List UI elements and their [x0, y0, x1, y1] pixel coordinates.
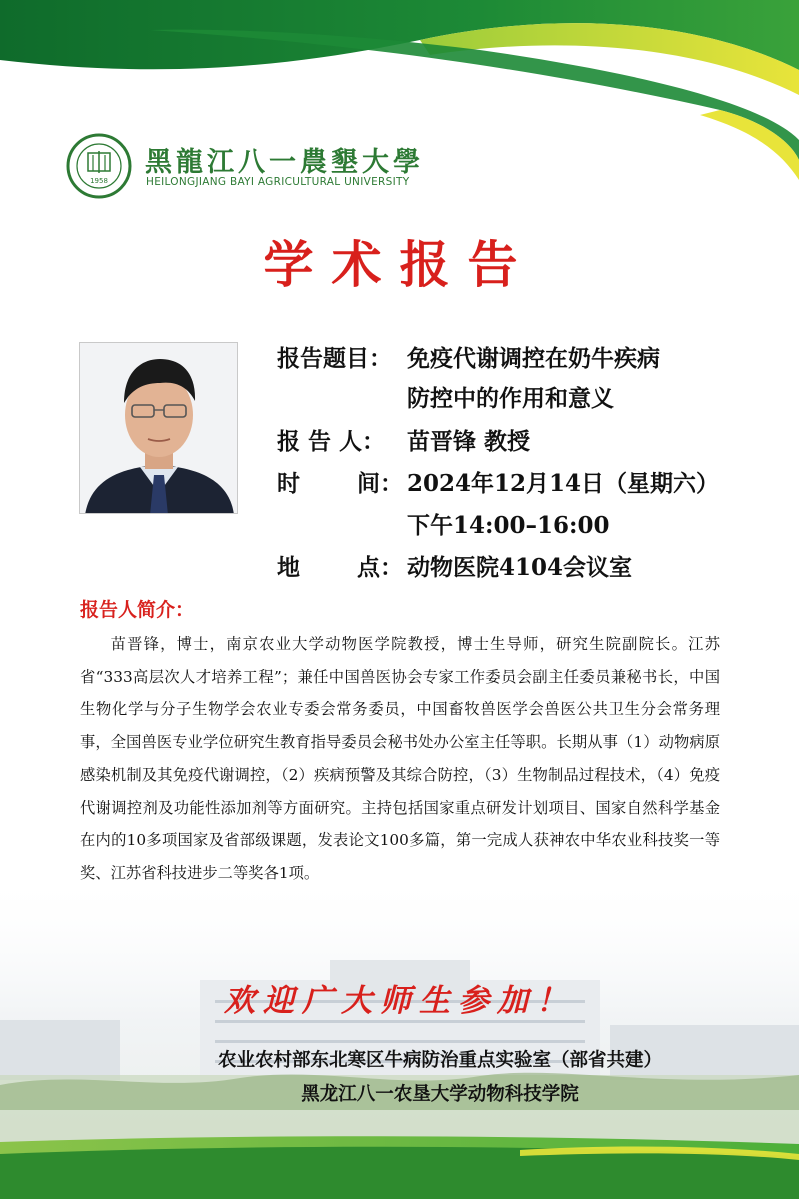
university-name-en: HEILONGJIANG BAYI AGRICULTURAL UNIVERSITY: [146, 176, 410, 188]
topic-row: [277, 340, 660, 373]
welcome-message: 欢迎广大师生参加！: [224, 983, 575, 1019]
time-line2: 下午14:00–16:00: [407, 512, 610, 539]
topic-line2: 防控中的作用和意义: [407, 385, 614, 412]
university-name-cn: 黑龍江八一農墾大學: [145, 147, 424, 178]
poster-title: 学术报告: [263, 236, 536, 294]
footer-swoosh: [0, 1130, 799, 1199]
speaker-bio: 苗晋锋，博士，南京农业大学动物医学院教授，博士生导师，研究生院副院长。江苏省“333高层次人才培养工程”；兼任中国兽医协会专家工作委员会副主任委员兼秘书长，中国生物化学与分子生物学会农业专委会常务委员，中国畜牧兽医学会兽医公共卫生分会常务理事，全国兽医专业学位研究生教育指导委员会秘书处办公室主任等职。长期从事（1）动物病原感染机制及其免疫代谢调控，（2）疾病预警及其综合防控，（3）生物制品过程技术，（4）免疫代谢调控剂及功能性添加剂等方面研究。主持包括国家重点研发计划项目、国家自然科学基金在内的10多项国家及省部级课题，发表论文100多篇，第一完成人获神农中华农业科技奖一等: [80, 635, 720, 850]
time-label-b: 间：: [357, 470, 403, 497]
place-value: 动物医院4104会议室: [407, 554, 633, 581]
place-label-a: 地: [277, 554, 300, 581]
topic-row-2: [407, 380, 614, 413]
place-row: [277, 549, 632, 582]
time-line1: 2024年12月14日（星期六）: [407, 470, 720, 497]
organizer-college: 黑龙江八一农垦大学动物科技学院: [301, 1084, 579, 1105]
topic-line1: 免疫代谢调控在奶牛疾病: [407, 345, 660, 372]
time-label-a: 时: [277, 470, 300, 497]
topic-label: 报告题目：: [277, 345, 392, 372]
time-row: [277, 465, 719, 498]
portrait-illustration: [80, 343, 238, 514]
organizer-lab: 农业农村部东北寒区牛病防治重点实验室（部省共建）: [217, 1050, 662, 1071]
speaker-portrait: [79, 342, 238, 514]
seal-year: 1958: [90, 177, 108, 185]
place-label-b: 点：: [357, 554, 403, 581]
university-seal-logo: [66, 133, 132, 199]
speaker-name: 苗晋锋 教授: [407, 428, 531, 455]
speaker-label: 报 告 人：: [277, 428, 386, 455]
speaker-row: [277, 423, 530, 456]
intro-heading: 报告人简介：: [80, 599, 195, 621]
time-row-2: [407, 507, 610, 540]
